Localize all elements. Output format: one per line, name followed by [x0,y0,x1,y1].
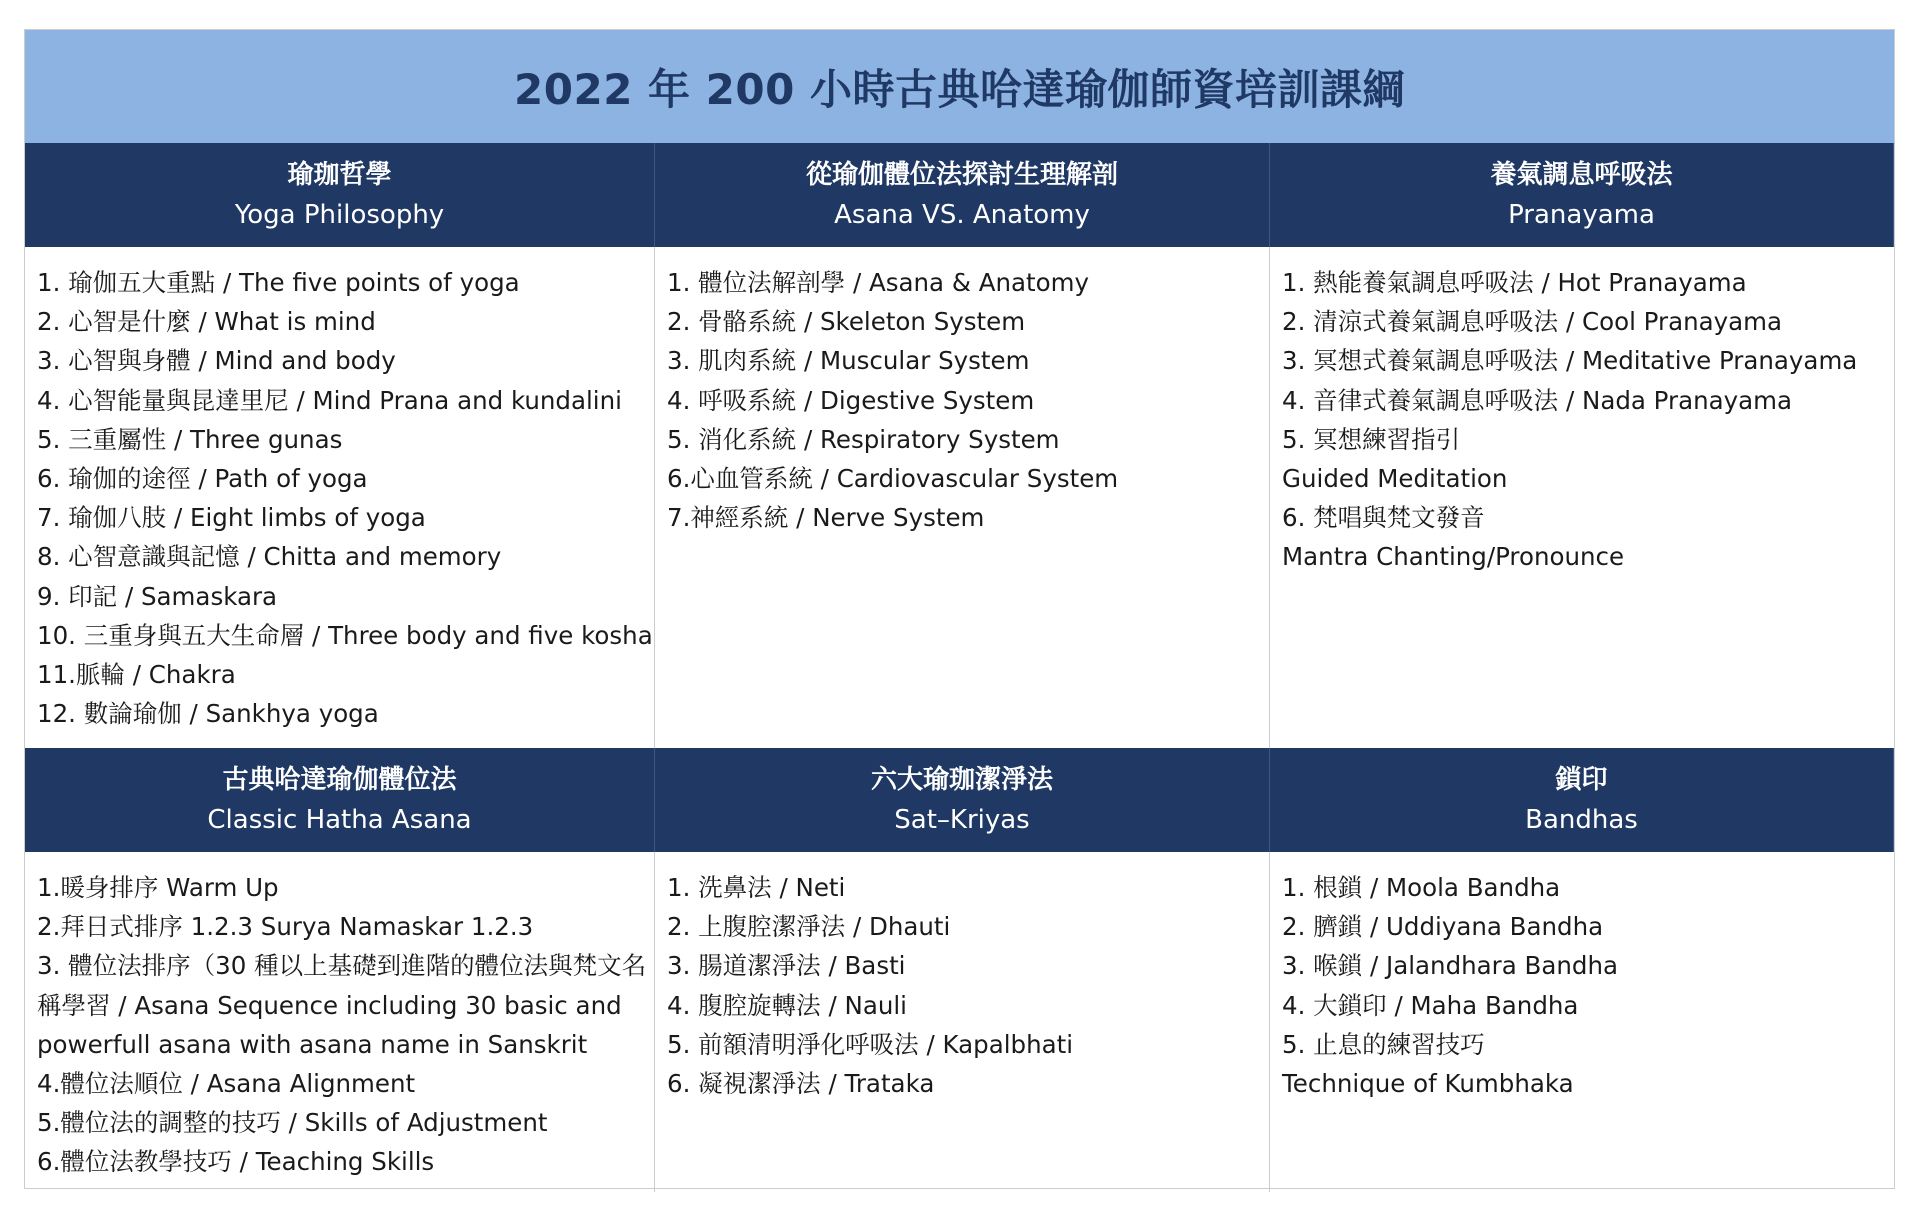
section-list [655,247,1270,748]
section-heading-en: Pranayama [1508,200,1655,230]
list-item: 3. 冥想式養氣調息呼吸法 / Meditative Pranayama [1282,346,1858,376]
list-item: 4. 腹腔旋轉法 / Nauli [667,990,907,1020]
list-item: 10. 三重身與五大生命層 / Three body and five kosha [37,620,653,650]
list-item: 1. 瑜伽五大重點 / The five points of yoga [37,268,520,297]
list-item: 3. 體位法排序（30 種以上基礎到進階的體位法與梵文名 [37,951,647,981]
list-item: 6. 凝視潔淨法 / Trataka [667,1069,935,1099]
section-heading-en: Asana VS. Anatomy [834,200,1090,230]
list-item: 12. 數論瑜伽 / Sankhya yoga [37,699,379,729]
list-item: 4. 呼吸系統 / Digestive System [667,385,1035,415]
curriculum-sheet [24,29,1895,1189]
section-header [25,143,655,247]
section-heading-zh: 養氣調息呼吸法 [1490,160,1673,190]
list-item: 3. 腸道潔淨法 / Basti [667,951,906,981]
list-item: 6.心血管系統 / Cardiovascular System [667,464,1119,494]
list-item: 7. 瑜伽八肢 / Eight limbs of yoga [37,503,426,533]
section-list [25,852,655,1192]
list-item: 4.體位法順位 / Asana Alignment [37,1069,416,1099]
section-list [25,247,655,748]
section-list [1270,852,1894,1192]
list-item: 2. 上腹腔潔淨法 / Dhauti [667,912,951,942]
section-header [1270,748,1894,852]
list-item: 1. 體位法解剖學 / Asana & Anatomy [667,268,1090,297]
list-item: 4. 大鎖印 / Maha Bandha [1282,990,1579,1020]
list-item: 5. 止息的練習技巧 [1282,1029,1485,1059]
section-header [25,748,655,852]
list-item: 1. 洗鼻法 / Neti [667,873,846,902]
section-row-2 [25,748,1894,1192]
list-item: 6.體位法教學技巧 / Teaching Skills [37,1147,435,1177]
list-item: 3. 心智與身體 / Mind and body [37,346,396,376]
list-item: 5. 冥想練習指引 [1282,424,1461,454]
section-heading-zh: 鎖印 [1555,765,1608,795]
section-heading-en: Bandhas [1525,805,1638,835]
list-item: 5.體位法的調整的技巧 / Skills of Adjustment [37,1108,548,1138]
list-item: 2. 清涼式養氣調息呼吸法 / Cool Pranayama [1282,307,1783,337]
list-item: 5. 三重屬性 / Three gunas [37,424,343,454]
list-item: powerfull asana with asana name in Sanskrit [37,1029,588,1059]
list-item: 2. 骨骼系統 / Skeleton System [667,307,1026,337]
list-item: 1.暖身排序 Warm Up [37,873,279,902]
section-heading-zh: 古典哈達瑜伽體位法 [222,765,457,795]
list-item: 2. 臍鎖 / Uddiyana Bandha [1282,912,1604,942]
list-item: 7.神經系統 / Nerve System [667,503,985,533]
list-item: 2.拜日式排序 1.2.3 Surya Namaskar 1.2.3 [37,912,534,942]
page-title: 2022 年 200 小時古典哈達瑜伽師資培訓課綱 [25,30,1894,143]
list-item: 11.脈輪 / Chakra [37,660,236,690]
list-item: 5. 消化系統 / Respiratory System [667,424,1060,454]
list-item: Technique of Kumbhaka [1282,1069,1574,1099]
list-item: Guided Meditation [1282,464,1508,494]
list-item: 9. 印記 / Samaskara [37,581,278,611]
section-heading-en: Sat–Kriyas [894,805,1030,835]
section-header [1270,143,1894,247]
section-heading-en: Classic Hatha Asana [207,805,472,835]
list-item: 4. 心智能量與昆達里尼 / Mind Prana and kundalini [37,385,622,415]
section-heading-en: Yoga Philosophy [234,200,445,230]
list-item: 3. 肌肉系統 / Muscular System [667,346,1030,376]
list-item: 3. 喉鎖 / Jalandhara Bandha [1282,951,1618,981]
section-heading-zh: 六大瑜珈潔淨法 [870,765,1053,795]
list-item: 5. 前額清明淨化呼吸法 / Kapalbhati [667,1029,1074,1059]
list-item: 8. 心智意識與記憶 / Chitta and memory [37,542,502,572]
section-header [655,143,1270,247]
list-item: 6. 瑜伽的途徑 / Path of yoga [37,464,368,494]
list-item: 1. 根鎖 / Moola Bandha [1282,873,1561,902]
section-list [655,852,1270,1192]
section-list [1270,247,1894,748]
list-item: 2. 心智是什麼 / What is mind [37,307,376,337]
list-item: 1. 熱能養氣調息呼吸法 / Hot Pranayama [1282,268,1747,297]
list-item: 稱學習 / Asana Sequence including 30 basic and [37,990,622,1020]
section-heading-zh: 從瑜伽體位法探討生理解剖 [805,160,1118,190]
list-item: 4. 音律式養氣調息呼吸法 / Nada Pranayama [1282,385,1793,415]
section-header [655,748,1270,852]
list-item: 6. 梵唱與梵文發音 [1282,503,1485,533]
list-item: Mantra Chanting/Pronounce [1282,542,1625,572]
section-row-1 [25,143,1894,748]
section-heading-zh: 瑜珈哲學 [287,160,392,190]
